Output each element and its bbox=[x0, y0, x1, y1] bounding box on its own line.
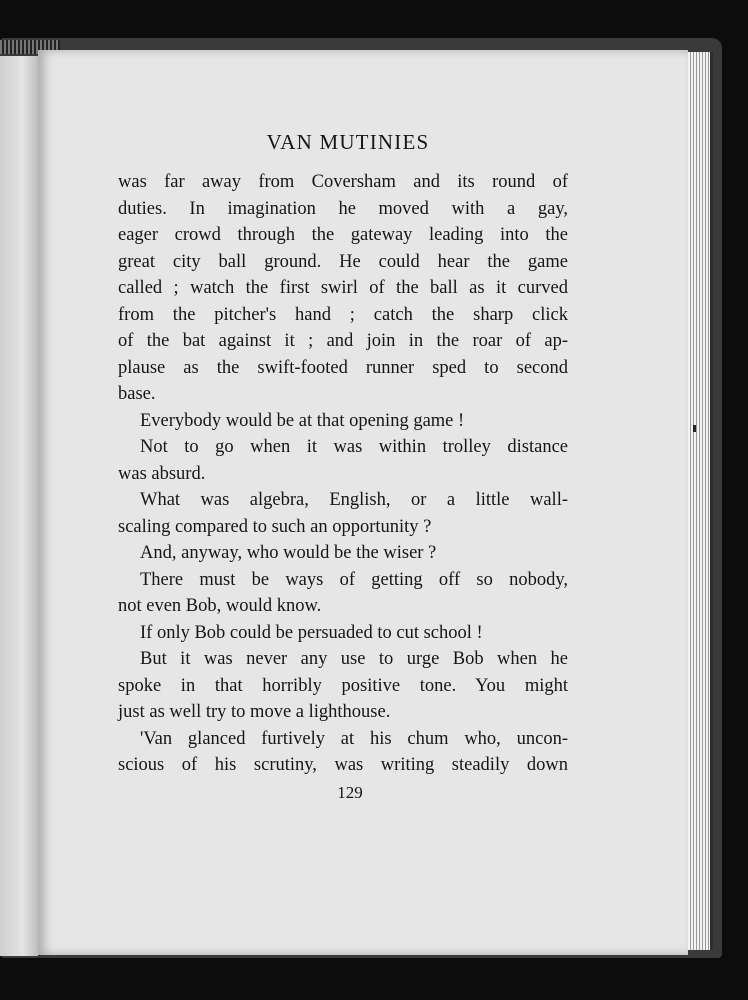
text-line: And, anyway, who would be the wiser ? bbox=[140, 543, 437, 563]
text-line: plause as the swift-footed runner sped to second bbox=[118, 357, 568, 378]
text-line: What was algebra, English, or a little wall- bbox=[140, 490, 568, 510]
text-line: scaling compared to such an opportunity ? bbox=[118, 516, 432, 537]
page-text-block bbox=[118, 130, 568, 803]
page-edges bbox=[688, 52, 713, 950]
running-head: VAN MUTINIES bbox=[266, 130, 430, 154]
text-line: spoke in that horribly positive tone. You might bbox=[118, 675, 568, 696]
text-line: of the bat against it ; and join in the roar of ap- bbox=[118, 331, 568, 351]
page-mark bbox=[693, 425, 696, 432]
text-line: was far away from Coversham and its round of bbox=[118, 172, 568, 192]
text-line: base. bbox=[118, 384, 156, 404]
left-page-sliver bbox=[0, 56, 40, 956]
text-line: was absurd. bbox=[118, 463, 206, 484]
page-number: 129 bbox=[337, 782, 363, 802]
text-line: Everybody would be at that opening game ! bbox=[140, 410, 465, 431]
text-line: called ; watch the first swirl of the ball as it curved bbox=[118, 278, 568, 298]
text-line: just as well try to move a lighthouse. bbox=[118, 702, 391, 722]
text-line: scious of his scrutiny, was writing steadily down bbox=[118, 755, 568, 775]
text-line: But it was never any use to urge Bob when he bbox=[140, 649, 568, 669]
text-line: duties. In imagination he moved with a gay, bbox=[118, 198, 568, 219]
text-line: Not to go when it was within trolley distance bbox=[140, 437, 568, 457]
text-line: There must be ways of getting off so nobody, bbox=[140, 569, 568, 590]
text-line: If only Bob could be persuaded to cut school ! bbox=[140, 622, 483, 643]
text-line: 'Van glanced furtively at his chum who, uncon- bbox=[140, 728, 568, 749]
text-line: great city ball ground. He could hear the game bbox=[118, 251, 568, 272]
text-line: not even Bob, would know. bbox=[118, 596, 322, 616]
text-line: from the pitcher's hand ; catch the sharp click bbox=[118, 304, 568, 325]
text-line: eager crowd through the gateway leading into the bbox=[118, 225, 568, 245]
body-text bbox=[118, 169, 568, 779]
